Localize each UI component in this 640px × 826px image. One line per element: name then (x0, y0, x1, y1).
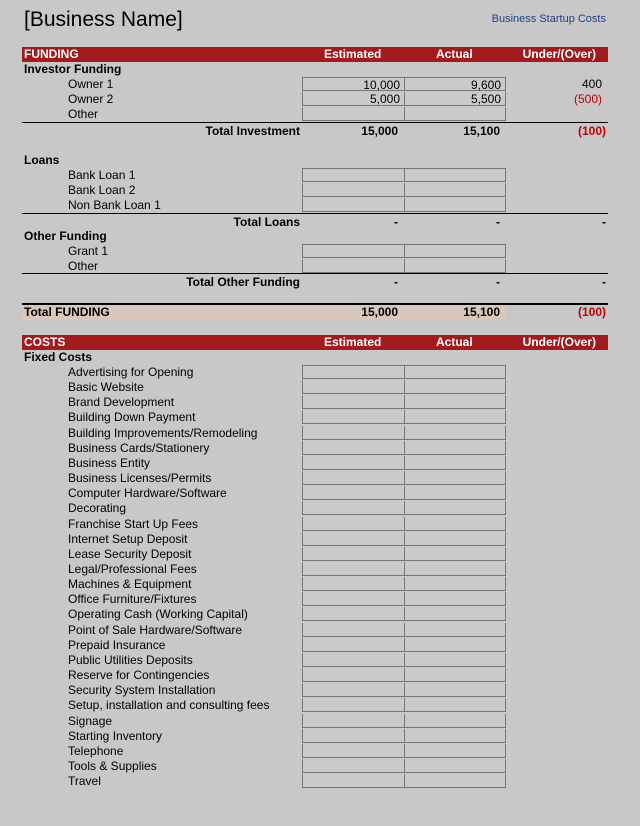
estimated-cell[interactable] (302, 668, 404, 682)
fixed-costs-heading: Fixed Costs (24, 350, 93, 364)
row-label: Building Down Payment (68, 410, 196, 425)
estimated-cell[interactable] (302, 547, 404, 561)
grand-total-label: Total FUNDING (24, 305, 110, 319)
estimated-cell[interactable] (302, 623, 404, 637)
estimated-cell[interactable] (302, 638, 404, 652)
table-row (22, 607, 608, 622)
estimated-cell[interactable] (302, 592, 404, 606)
table-row (22, 592, 608, 607)
actual-cell[interactable] (404, 168, 506, 182)
estimated-cell[interactable] (302, 198, 404, 212)
estimated-cell[interactable] (302, 532, 404, 546)
table-row (22, 259, 608, 274)
estimated-cell[interactable] (302, 729, 404, 743)
actual-column-header: Actual (436, 335, 473, 349)
costs-header-label: COSTS (24, 335, 66, 349)
total-actual: 15,100 (463, 124, 500, 138)
row-label: Telephone (68, 743, 124, 758)
row-label: Travel (68, 774, 101, 788)
total-label: Total Other Funding (186, 275, 300, 289)
estimated-cell[interactable] (302, 107, 404, 121)
actual-cell[interactable] (404, 471, 506, 485)
row-label: Signage (68, 713, 113, 728)
funding-header-label: FUNDING (24, 47, 79, 61)
estimated-cell[interactable] (302, 365, 404, 379)
row-label: Security System Installation (68, 683, 216, 698)
estimated-cell[interactable] (302, 486, 404, 500)
estimated-cell[interactable] (302, 426, 404, 440)
actual-cell[interactable]: 5,500 (404, 92, 506, 106)
loans-heading: Loans (24, 153, 60, 167)
estimated-cell[interactable] (302, 577, 404, 591)
table-row (22, 562, 608, 577)
actual-cell[interactable] (404, 426, 506, 440)
estimated-cell[interactable] (302, 259, 404, 273)
row-label: Operating Cash (Working Capital) (68, 607, 248, 622)
table-row (22, 456, 608, 471)
estimated-cell[interactable] (302, 774, 404, 788)
under-over-column-header: Under/(Over) (522, 335, 596, 349)
estimated-cell[interactable] (302, 759, 404, 773)
actual-cell[interactable] (404, 698, 506, 712)
actual-cell[interactable] (404, 744, 506, 758)
actual-cell[interactable] (404, 107, 506, 121)
table-row (22, 501, 608, 516)
estimated-cell[interactable] (302, 517, 404, 531)
grand-total-under-over: (100) (577, 305, 606, 319)
total-label: Total Loans (233, 215, 300, 229)
actual-cell[interactable] (404, 198, 506, 212)
estimated-cell[interactable] (302, 410, 404, 424)
costs-header (22, 335, 608, 350)
row-label: Prepaid Insurance (68, 637, 166, 652)
actual-column-header: Actual (436, 47, 473, 61)
table-row (22, 653, 608, 668)
actual-cell[interactable] (404, 653, 506, 667)
total-other-funding-row (22, 273, 608, 290)
table-row (22, 365, 608, 380)
row-label: Owner 1 (68, 77, 114, 91)
row-label: Decorating (68, 501, 127, 516)
sheet-subtitle: Business Startup Costs (491, 13, 606, 25)
table-row (22, 698, 608, 713)
under-over-value: (500) (573, 92, 602, 106)
actual-cell[interactable] (404, 759, 506, 773)
actual-cell[interactable] (404, 532, 506, 546)
table-row (22, 668, 608, 683)
table-row (22, 77, 608, 92)
total-actual: - (496, 215, 500, 229)
grand-total-actual: 15,100 (463, 305, 500, 319)
total-estimated: - (394, 215, 398, 229)
row-label: Reserve for Contingencies (68, 668, 210, 682)
actual-cell[interactable] (404, 562, 506, 576)
table-row (22, 683, 608, 698)
estimated-cell[interactable] (302, 683, 404, 697)
estimated-cell[interactable] (302, 456, 404, 470)
actual-cell[interactable] (404, 441, 506, 455)
row-label: Starting Inventory (68, 728, 163, 743)
table-row (22, 410, 608, 425)
actual-cell[interactable] (404, 668, 506, 682)
row-label: Other (68, 107, 99, 121)
estimated-cell[interactable] (302, 744, 404, 758)
row-label: Bank Loan 2 (68, 183, 136, 197)
actual-cell[interactable] (404, 774, 506, 788)
table-row (22, 92, 608, 107)
table-row (22, 441, 608, 456)
total-label: Total Investment (205, 124, 300, 138)
estimated-cell[interactable] (302, 380, 404, 394)
actual-cell[interactable] (404, 244, 506, 258)
estimated-cell[interactable] (302, 653, 404, 667)
actual-cell[interactable] (404, 607, 506, 621)
row-label: Tools & Supplies (68, 758, 157, 773)
estimated-column-header: Estimated (324, 335, 382, 349)
actual-cell[interactable] (404, 729, 506, 743)
actual-cell[interactable]: 9,600 (404, 77, 506, 91)
actual-cell[interactable] (404, 638, 506, 652)
row-label: Advertising for Opening (68, 365, 194, 379)
table-row (22, 577, 608, 592)
actual-cell[interactable] (404, 623, 506, 637)
total-actual: - (496, 275, 500, 289)
total-estimated: 15,000 (361, 124, 398, 138)
grand-total-estimated: 15,000 (361, 305, 398, 319)
row-label: Owner 2 (68, 92, 114, 106)
actual-cell[interactable] (404, 592, 506, 606)
table-row (22, 198, 608, 213)
row-label: Non Bank Loan 1 (68, 198, 161, 212)
under-over-value: 400 (581, 77, 602, 91)
total-estimated: - (394, 275, 398, 289)
actual-cell[interactable] (404, 380, 506, 394)
actual-cell[interactable] (404, 259, 506, 273)
other-funding-heading: Other Funding (24, 229, 107, 243)
estimated-cell[interactable] (302, 714, 404, 728)
table-row (22, 759, 608, 774)
table-row (22, 517, 608, 532)
table-row (22, 426, 608, 441)
actual-cell[interactable] (404, 456, 506, 470)
investor-funding-heading: Investor Funding (24, 62, 122, 76)
row-label: Other (68, 259, 99, 273)
under-over-column-header: Under/(Over) (522, 47, 596, 61)
actual-cell[interactable] (404, 577, 506, 591)
table-row (22, 532, 608, 547)
actual-cell[interactable] (404, 183, 506, 197)
estimated-cell[interactable] (302, 168, 404, 182)
estimated-cell[interactable] (302, 562, 404, 576)
funding-header (22, 47, 608, 62)
table-row (22, 395, 608, 410)
actual-cell[interactable] (404, 683, 506, 697)
table-row (22, 714, 608, 729)
actual-cell[interactable] (404, 547, 506, 561)
row-label: Public Utilities Deposits (68, 652, 193, 667)
actual-cell[interactable] (404, 501, 506, 515)
actual-cell[interactable] (404, 486, 506, 500)
total-investment-row (22, 122, 608, 139)
estimated-column-header: Estimated (324, 47, 382, 61)
table-row (22, 623, 608, 638)
table-row (22, 107, 608, 122)
actual-cell[interactable] (404, 410, 506, 424)
actual-cell[interactable] (404, 517, 506, 531)
estimated-cell[interactable] (302, 501, 404, 515)
actual-cell[interactable] (404, 365, 506, 379)
total-under-over: (100) (577, 124, 606, 138)
table-row (22, 168, 608, 183)
table-row (22, 547, 608, 562)
total-funding-row (22, 303, 608, 320)
row-label: Bank Loan 1 (68, 168, 136, 182)
row-label: Setup, installation and consulting fees (68, 698, 270, 713)
row-label: Lease Security Deposit (68, 546, 192, 561)
table-row (22, 471, 608, 486)
row-label: Franchise Start Up Fees (68, 516, 199, 531)
table-row (22, 380, 608, 395)
table-row (22, 486, 608, 501)
row-label: Basic Website (68, 380, 144, 395)
estimated-cell[interactable] (302, 395, 404, 409)
total-under-over: - (602, 275, 606, 289)
row-label: Computer Hardware/Software (68, 486, 227, 501)
row-label: Machines & Equipment (68, 577, 192, 592)
total-under-over: - (602, 215, 606, 229)
table-row (22, 729, 608, 744)
estimated-cell[interactable] (302, 471, 404, 485)
row-label: Legal/Professional Fees (68, 562, 197, 576)
row-label: Business Licenses/Permits (68, 471, 212, 486)
estimated-cell[interactable] (302, 441, 404, 455)
actual-cell[interactable] (404, 395, 506, 409)
row-label: Internet Setup Deposit (68, 531, 188, 546)
estimated-cell[interactable]: 10,000 (302, 77, 404, 91)
row-label: Grant 1 (68, 244, 109, 258)
row-label: Point of Sale Hardware/Software (68, 622, 243, 637)
total-loans-row (22, 213, 608, 230)
actual-cell[interactable] (404, 714, 506, 728)
estimated-cell[interactable]: 5,000 (302, 92, 404, 106)
estimated-cell[interactable] (302, 244, 404, 258)
row-label: Brand Development (68, 395, 175, 410)
estimated-cell[interactable] (302, 698, 404, 712)
table-row (22, 638, 608, 653)
row-label: Business Entity (68, 455, 151, 470)
table-row (22, 774, 608, 789)
estimated-cell[interactable] (302, 183, 404, 197)
table-row (22, 744, 608, 759)
business-name-title[interactable]: [Business Name] (24, 8, 183, 31)
row-label: Office Furniture/Fixtures (68, 592, 197, 607)
row-label: Business Cards/Stationery (68, 440, 210, 455)
table-row (22, 244, 608, 259)
estimated-cell[interactable] (302, 607, 404, 621)
table-row (22, 183, 608, 198)
row-label: Building Improvements/Remodeling (68, 425, 258, 440)
